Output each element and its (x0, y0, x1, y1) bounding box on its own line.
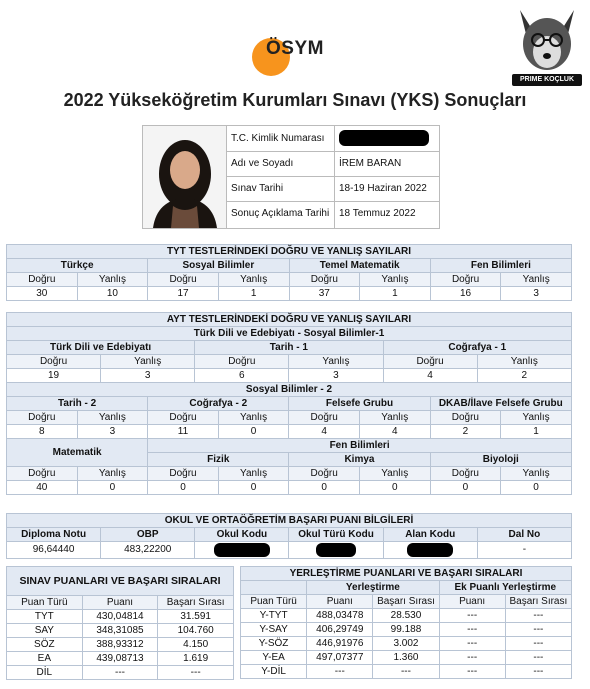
tyt-value: 17 (148, 287, 219, 301)
yer-cell: --- (505, 665, 571, 679)
alan-kodu-value (383, 542, 477, 559)
ayt-value: 4 (383, 369, 477, 383)
sinav-header: Başarı Sırası (158, 596, 234, 610)
page-title: 2022 Yükseköğretim Kurumları Sınavı (YKS) Sonuçları (63, 90, 527, 110)
ayt-subject: Felsefe Grubu (289, 397, 430, 411)
yer-cell: --- (505, 609, 571, 623)
ayt-value: 2 (430, 425, 501, 439)
osym-logo (252, 36, 332, 76)
tyt-title: TYT TESTLERİNDEKİ DOĞRU VE YANLIŞ SAYILARI (7, 245, 572, 259)
yer-cell: Y-TYT (241, 609, 307, 623)
yer-cell: 497,07377 (307, 651, 373, 665)
tyt-value: 16 (430, 287, 501, 301)
ayt-subject: Türk Dili ve Edebiyatı (7, 341, 195, 355)
yer-blank (241, 581, 307, 595)
yer-header: Başarı Sırası (505, 595, 571, 609)
ayt-value: 0 (148, 481, 219, 495)
yer-header: Puanı (307, 595, 373, 609)
ayt-value: 1 (501, 425, 572, 439)
yer-title: YERLEŞTİRME PUANLARI VE BAŞARI SIRALARI (241, 567, 572, 581)
basari-sirasi: --- (158, 666, 234, 680)
puan-turu: EA (7, 652, 83, 666)
dogru-label: Doğru (7, 411, 78, 425)
yer-cell: --- (373, 665, 439, 679)
tyt-value: 3 (501, 287, 572, 301)
yanlis-label: Yanlış (289, 355, 383, 369)
ayt-value: 40 (7, 481, 78, 495)
yer-cell: --- (439, 623, 505, 637)
ayt-value: 3 (77, 425, 148, 439)
dogru-label: Doğru (289, 411, 360, 425)
name-value: İREM BARAN (339, 158, 402, 169)
yer-cell: --- (439, 651, 505, 665)
ayt-group2-title: Sosyal Bilimler - 2 (7, 383, 572, 397)
okul-header: OBP (101, 528, 195, 542)
dogru-label: Doğru (7, 467, 78, 481)
okul-header: Dal No (477, 528, 571, 542)
ayt-value: 11 (148, 425, 219, 439)
diploma-value: 96,64440 (7, 542, 101, 559)
okul-kodu-value (195, 542, 289, 559)
redacted-block (214, 543, 270, 557)
okul-header: Alan Kodu (383, 528, 477, 542)
okul-header: Okul Kodu (195, 528, 289, 542)
ayt-fen-title: Fen Bilimleri (148, 439, 572, 453)
yer-cell: --- (505, 623, 571, 637)
okul-header: Diploma Notu (7, 528, 101, 542)
exam-date-value: 18-19 Haziran 2022 (339, 183, 427, 194)
dogru-label: Doğru (7, 273, 78, 287)
yer-cell: --- (505, 651, 571, 665)
yanlis-label: Yanlış (218, 411, 289, 425)
id-row-tc (227, 126, 439, 152)
yer-cell: --- (505, 637, 571, 651)
ayt-value: 0 (430, 481, 501, 495)
name-label: Adı ve Soyadı (227, 151, 335, 176)
ayt-value: 8 (7, 425, 78, 439)
dogru-label: Doğru (430, 467, 501, 481)
dogru-label: Doğru (148, 411, 219, 425)
basari-sirasi: 31.591 (158, 610, 234, 624)
sinav-header: Puanı (82, 596, 158, 610)
ayt-subject: Coğrafya - 1 (383, 341, 572, 355)
yer-cell: 3.002 (373, 637, 439, 651)
yerlestirme-table (240, 566, 572, 679)
sinav-title: SINAV PUANLARI VE BAŞARI SIRALARI (7, 567, 234, 596)
id-card (142, 125, 440, 229)
okul-turu-value (289, 542, 383, 559)
obp-value: 483,22200 (101, 542, 195, 559)
ayt-value: 4 (359, 425, 430, 439)
ayt-value: 0 (289, 481, 360, 495)
dogru-label: Doğru (195, 355, 289, 369)
dogru-label: Doğru (289, 273, 360, 287)
yer-cell: Y-DİL (241, 665, 307, 679)
yer-cell: 406,29749 (307, 623, 373, 637)
ayt-value: 2 (477, 369, 571, 383)
yer-cell: --- (439, 665, 505, 679)
id-row-result-date (227, 201, 439, 228)
yer-cell: 28.530 (373, 609, 439, 623)
yanlis-label: Yanlış (359, 467, 430, 481)
yer-cell: 488,03478 (307, 609, 373, 623)
ayt-subject: Coğrafya - 2 (148, 397, 289, 411)
ayt-subject: Fizik (148, 453, 289, 467)
yer-cell: --- (439, 637, 505, 651)
yer-header: Puanı (439, 595, 505, 609)
yer-sub1: Yerleştirme (307, 581, 439, 595)
dogru-label: Doğru (383, 355, 477, 369)
okul-header: Okul Türü Kodu (289, 528, 383, 542)
yanlis-label: Yanlış (360, 273, 431, 287)
yer-cell: 99.188 (373, 623, 439, 637)
dogru-label: Doğru (430, 273, 501, 287)
puan-turu: SAY (7, 624, 83, 638)
yanlis-label: Yanlış (359, 411, 430, 425)
yer-sub2: Ek Puanlı Yerleştirme (439, 581, 571, 595)
yer-cell: 446,91976 (307, 637, 373, 651)
tyt-subject: Sosyal Bilimler (148, 259, 289, 273)
ayt-value: 0 (218, 425, 289, 439)
ayt-subject: Biyoloji (430, 453, 571, 467)
yanlis-label: Yanlış (501, 273, 572, 287)
yer-cell: Y-EA (241, 651, 307, 665)
result-date-label: Sonuç Açıklama Tarihi (227, 201, 335, 228)
ayt-value: 4 (289, 425, 360, 439)
yanlis-label: Yanlış (501, 411, 572, 425)
yer-cell: Y-SÖZ (241, 637, 307, 651)
wolf-logo-icon (508, 4, 586, 88)
redacted-block (316, 543, 356, 557)
tc-value (335, 126, 439, 151)
ayt-value: 0 (218, 481, 289, 495)
okul-title: OKUL VE ORTAÖĞRETİM BAŞARI PUANI BİLGİLERİ (7, 514, 572, 528)
redacted-block (407, 543, 453, 557)
id-row-name (227, 151, 439, 177)
dogru-label: Doğru (148, 273, 219, 287)
tyt-value: 1 (218, 287, 289, 301)
tyt-subject: Fen Bilimleri (430, 259, 571, 273)
puan-turu: SÖZ (7, 638, 83, 652)
result-date-value: 18 Temmuz 2022 (339, 208, 416, 219)
puan: 439,08713 (82, 652, 158, 666)
sinav-header: Puan Türü (7, 596, 83, 610)
puan: 388,93312 (82, 638, 158, 652)
tyt-value: 37 (289, 287, 360, 301)
ayt-value: 0 (77, 481, 148, 495)
yanlis-label: Yanlış (77, 273, 148, 287)
yer-cell: --- (439, 609, 505, 623)
ayt-group1-title: Türk Dili ve Edebiyatı - Sosyal Bilimler-1 (7, 327, 572, 341)
puan-turu: TYT (7, 610, 83, 624)
basari-sirasi: 4.150 (158, 638, 234, 652)
puan: --- (82, 666, 158, 680)
tyt-value: 1 (360, 287, 431, 301)
yer-cell: 1.360 (373, 651, 439, 665)
tyt-value: 30 (7, 287, 78, 301)
watermark-text: PRIME KOÇLUK (519, 76, 575, 83)
ayt-value: 0 (501, 481, 572, 495)
id-row-exam-date (227, 176, 439, 202)
tyt-subject: Türkçe (7, 259, 148, 273)
basari-sirasi: 1.619 (158, 652, 234, 666)
dogru-label: Doğru (148, 467, 219, 481)
osym-logo-text: ÖSYM (266, 38, 324, 59)
ayt-table (6, 312, 572, 495)
tyt-table (6, 244, 572, 301)
yanlis-label: Yanlış (218, 467, 289, 481)
dogru-label: Doğru (7, 355, 101, 369)
puan-turu: DİL (7, 666, 83, 680)
ayt-subject: DKAB/İlave Felsefe Grubu (430, 397, 571, 411)
yanlis-label: Yanlış (101, 355, 195, 369)
dogru-label: Doğru (430, 411, 501, 425)
tc-label: T.C. Kimlik Numarası (227, 126, 335, 151)
tyt-value: 10 (77, 287, 148, 301)
dogru-label: Doğru (289, 467, 360, 481)
basari-sirasi: 104.760 (158, 624, 234, 638)
ayt-value: 6 (195, 369, 289, 383)
ayt-title: AYT TESTLERİNDEKİ DOĞRU VE YANLIŞ SAYILARI (7, 313, 572, 327)
ayt-subject: Kimya (289, 453, 430, 467)
tyt-subject: Temel Matematik (289, 259, 430, 273)
ayt-subject: Tarih - 1 (195, 341, 383, 355)
exam-date-label: Sınav Tarihi (227, 176, 335, 201)
puan: 430,04814 (82, 610, 158, 624)
dal-no-value: - (477, 542, 571, 559)
ayt-value: 3 (101, 369, 195, 383)
puan: 348,31085 (82, 624, 158, 638)
yer-header: Başarı Sırası (373, 595, 439, 609)
yanlis-label: Yanlış (218, 273, 289, 287)
yanlis-label: Yanlış (77, 411, 148, 425)
sinav-table (6, 566, 234, 680)
yanlis-label: Yanlış (77, 467, 148, 481)
yanlis-label: Yanlış (477, 355, 571, 369)
ayt-math-title: Matematik (7, 439, 148, 467)
student-photo (143, 126, 227, 228)
yer-cell: --- (307, 665, 373, 679)
yanlis-label: Yanlış (501, 467, 572, 481)
ayt-value: 0 (359, 481, 430, 495)
ayt-value: 3 (289, 369, 383, 383)
yer-header: Puan Türü (241, 595, 307, 609)
ayt-subject: Tarih - 2 (7, 397, 148, 411)
okul-table (6, 513, 572, 559)
yer-cell: Y-SAY (241, 623, 307, 637)
redacted-block (339, 130, 429, 146)
ayt-value: 19 (7, 369, 101, 383)
